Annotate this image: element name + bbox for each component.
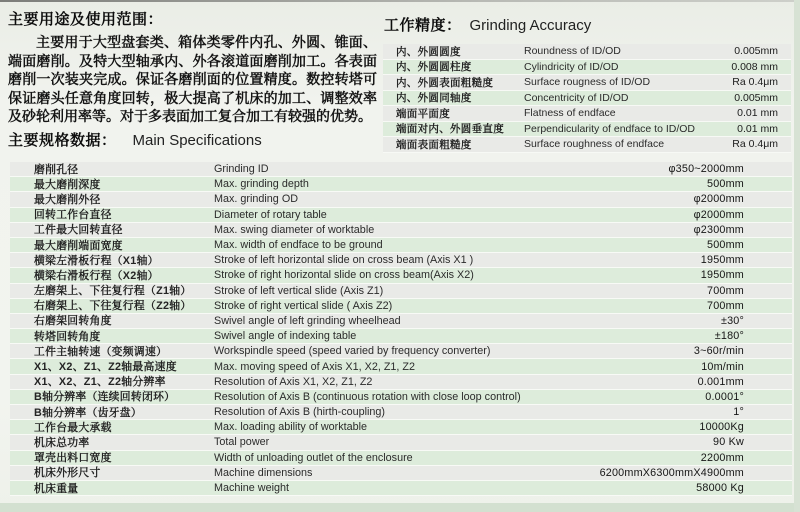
table-row	[383, 137, 791, 153]
page-bottom-margin	[0, 503, 800, 512]
row-label-cn: 转塔回转角度	[34, 330, 101, 343]
row-value: 0.01 mm	[737, 107, 778, 120]
row-value: 0.01 mm	[737, 122, 778, 135]
row-value: 2200mm	[700, 451, 744, 464]
main-specifications-table	[10, 162, 792, 496]
row-value: 58000 Kg	[696, 482, 744, 495]
table-row	[383, 75, 791, 91]
row-label-cn: 内、外圆圆柱度	[396, 61, 472, 74]
row-label-en: Diameter of rotary table	[214, 208, 327, 221]
row-label-en: Concentricity of ID/OD	[524, 91, 629, 104]
row-label-cn: 机床重量	[34, 482, 79, 495]
row-value: φ2000mm	[693, 208, 744, 221]
row-label-cn: 最大磨削深度	[34, 178, 101, 191]
row-label-cn: 端面对内、外圆垂直度	[396, 123, 504, 136]
accuracy-title-en: Grinding Accuracy	[469, 17, 592, 34]
table-row	[10, 162, 792, 177]
main-specifications-header	[8, 129, 262, 150]
row-label-cn: 最大磨削端面宽度	[34, 239, 123, 252]
row-label-cn: 最大磨削外径	[34, 193, 101, 206]
row-label-cn: B轴分辨率（齿牙盘）	[34, 406, 142, 419]
row-value: 6200mmX6300mmX4900mm	[599, 466, 744, 479]
table-row	[10, 451, 792, 466]
grinding-accuracy-table	[383, 44, 791, 153]
row-label-en: Surface rougness of ID/OD	[524, 76, 651, 89]
row-value: φ350~2000mm	[668, 163, 744, 176]
row-label-en: Max. width of endface to be ground	[214, 239, 383, 252]
row-label-en: Width of unloading outlet of the enclosure	[214, 451, 413, 464]
page-right-margin	[794, 0, 800, 512]
row-label-en: Stroke of left vertical slide (Axis Z1)	[214, 284, 384, 297]
table-row	[10, 359, 792, 374]
row-label-en: Flatness of endface	[524, 107, 616, 120]
row-value: 10m/min	[701, 360, 744, 373]
row-label-cn: 磨削孔径	[34, 163, 79, 176]
row-label-cn: X1、X2、Z1、Z2轴最高速度	[34, 361, 177, 374]
row-label-cn: 端面表面粗糙度	[396, 138, 472, 151]
row-label-en: Resolution of Axis B (continuous rotation with close loop control)	[214, 390, 521, 403]
row-label-cn: 内、外圆圆度	[396, 45, 461, 58]
row-label-cn: 罩壳出料口宽度	[34, 452, 112, 465]
table-row	[10, 390, 792, 405]
row-label-cn: 横梁左滑板行程（X1轴）	[34, 254, 159, 267]
row-label-en: Resolution of Axis X1, X2, Z1, Z2	[214, 375, 373, 388]
row-label-en: Max. grinding depth	[214, 178, 309, 191]
row-label-cn: 工作台最大承载	[34, 421, 112, 434]
row-label-en: Cylindricity of ID/OD	[524, 60, 619, 73]
row-label-cn: X1、X2、Z1、Z2轴分辨率	[34, 376, 166, 389]
row-value: 0.0001°	[705, 390, 744, 403]
row-label-cn: B轴分辨率（连续回转闭环）	[34, 391, 176, 404]
row-label-en: Max. grinding OD	[214, 193, 299, 206]
row-value: 700mm	[706, 284, 744, 297]
row-value: 700mm	[706, 299, 744, 312]
table-row	[10, 299, 792, 314]
intro-title: 主要用途及使用范围：	[8, 11, 164, 28]
row-label-cn: 机床总功率	[34, 436, 90, 449]
row-label-cn: 端面平面度	[396, 107, 450, 120]
row-label-en: Grinding ID	[214, 163, 269, 176]
table-row	[10, 481, 792, 496]
table-row	[10, 329, 792, 344]
row-label-cn: 回转工作台直径	[34, 209, 112, 222]
row-value: 0.008 mm	[731, 60, 778, 73]
row-value: ±180°	[714, 330, 744, 343]
row-label-cn: 机床外形尺寸	[34, 467, 101, 480]
table-row	[383, 60, 791, 76]
table-row	[10, 466, 792, 481]
row-value: 0.001mm	[697, 375, 744, 388]
intro-paragraph: 主要用于大型盘套类、箱体类零件内孔、外圆、锥面、端面磨削。及特大型轴承内、外各滚道面磨削加工。各表面磨削一次装夹完成。保证各磨削面的位置精度。数控转塔可保证磨头任意角度回转，极大提高了机床的加工、调整效率及砂轮利用率等。对于多表面加工复合加工有较强的优势。	[8, 34, 377, 125]
accuracy-title-cn: 工作精度：	[384, 17, 462, 34]
table-row	[10, 223, 792, 238]
table-row	[10, 238, 792, 253]
table-row	[383, 122, 791, 138]
row-label-en: Machine weight	[214, 482, 290, 495]
table-row	[10, 344, 792, 359]
table-row	[10, 253, 792, 268]
row-label-cn: 右磨架回转角度	[34, 315, 112, 328]
table-row	[10, 208, 792, 223]
row-label-en: Workspindle speed (speed varied by frequency converter)	[214, 345, 491, 358]
row-label-en: Perpendicularity of endface to ID/OD	[524, 122, 696, 135]
row-label-en: Max. moving speed of Axis X1, X2, Z1, Z2	[214, 360, 416, 373]
row-value: ±30°	[720, 314, 744, 327]
row-label-en: Swivel angle of left grinding wheelhead	[214, 314, 401, 327]
table-row	[383, 44, 791, 60]
row-value: Ra 0.4μm	[732, 138, 778, 151]
row-value: φ2000mm	[693, 193, 744, 206]
specs-title-cn: 主要规格数据：	[8, 132, 117, 149]
row-label-cn: 左磨架上、下往复行程（Z1轴）	[34, 285, 192, 298]
grinding-accuracy-header	[384, 14, 791, 35]
table-row	[10, 420, 792, 435]
row-label-cn: 内、外圆同轴度	[396, 92, 472, 105]
row-label-en: Surface roughness of endface	[524, 138, 665, 151]
row-value: 500mm	[706, 178, 744, 191]
row-label-en: Resolution of Axis B (hirth-coupling)	[214, 406, 386, 419]
row-value: 500mm	[706, 239, 744, 252]
page-top-edge	[0, 0, 800, 2]
table-row	[10, 284, 792, 299]
row-label-en: Stroke of left horizontal slide on cross beam (Axis X1 )	[214, 254, 474, 267]
table-row	[383, 91, 791, 107]
row-label-en: Swivel angle of indexing table	[214, 330, 357, 343]
table-row	[10, 177, 792, 192]
row-label-en: Stroke of right vertical slide ( Axis Z2)	[214, 299, 393, 312]
table-row	[10, 405, 792, 420]
row-label-en: Machine dimensions	[214, 466, 313, 479]
row-label-cn: 内、外圆表面粗糙度	[396, 76, 494, 89]
row-label-cn: 右磨架上、下往复行程（Z2轴）	[34, 300, 192, 313]
row-label-en: Stroke of right horizontal slide on cross beam(Axis X2)	[214, 269, 474, 282]
intro-section	[8, 8, 377, 126]
row-value: 90 Kw	[712, 436, 744, 449]
table-row	[10, 192, 792, 207]
specs-title-en: Main Specifications	[132, 132, 262, 149]
row-label-cn: 工件最大回转直径	[34, 224, 123, 237]
row-value: 1950mm	[700, 269, 744, 282]
row-label-en: Max. swing diameter of worktable	[214, 223, 375, 236]
grinding-accuracy-section	[383, 14, 791, 153]
row-value: 1950mm	[700, 254, 744, 267]
row-value: Ra 0.4μm	[732, 76, 778, 89]
table-row	[10, 268, 792, 283]
table-row	[10, 314, 792, 329]
table-row	[383, 106, 791, 122]
row-label-cn: 工件主轴转速（变频调速）	[34, 345, 168, 358]
row-value: 10000Kg	[699, 421, 744, 434]
row-value: 3~60r/min	[693, 345, 744, 358]
row-value: 0.005mm	[734, 91, 778, 104]
table-row	[10, 375, 792, 390]
row-value: 0.005mm	[734, 45, 778, 58]
row-label-en: Max. loading ability of worktable	[214, 421, 368, 434]
row-label-cn: 横梁右滑板行程（X2轴）	[34, 269, 159, 282]
row-value: φ2300mm	[693, 223, 744, 236]
table-row	[10, 435, 792, 450]
row-value: 1°	[733, 406, 744, 419]
row-label-en: Total power	[214, 436, 270, 449]
row-label-en: Roundness of ID/OD	[524, 45, 621, 58]
